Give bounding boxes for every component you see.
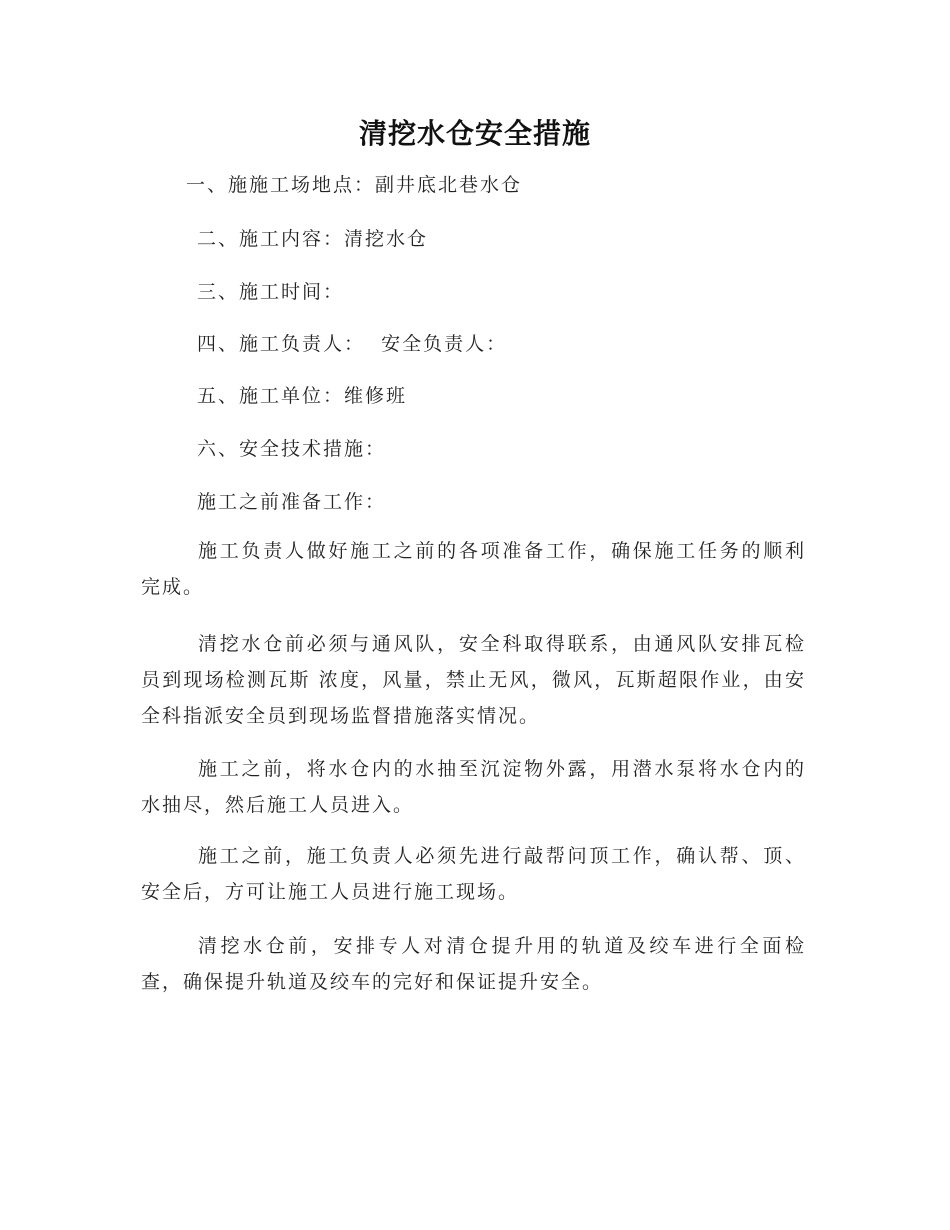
item-unit: 五、施工单位：维修班 [197, 385, 408, 407]
paragraph-1: 施工负责人做好施工之前的各项准备工作，确保施工任务的顺利完成。 [141, 540, 806, 598]
item-responsible: 四、施工负责人： 安全负责人： [197, 333, 508, 355]
item-site: 一、施施工场地点：副井底北巷水仓 [186, 174, 523, 196]
item-content: 二、施工内容：清挖水仓 [197, 228, 429, 250]
item-safety-measures: 六、安全技术措施： [197, 438, 387, 460]
item-preparation: 施工之前准备工作： [197, 491, 387, 513]
paragraph-2: 清挖水仓前必须与通风队，安全科取得联系，由通风队安排瓦检员到现场检测瓦斯 浓度，风量，禁止无风，微风，瓦斯超限作业，由安全科指派安全员到现场监督措施落实情况。 [141, 633, 806, 727]
paragraph-4: 施工之前，施工负责人必须先进行敲帮问顶工作，确认帮、顶、安全后，方可让施工人员进行施工现场。 [141, 845, 806, 903]
document-title: 清挖水仓安全措施 [358, 117, 591, 150]
item-time: 三、施工时间： [197, 281, 345, 303]
paragraph-3: 施工之前，将水仓内的水抽至沉淀物外露，用潜水泵将水仓内的水抽尽，然后施工人员进入。 [141, 758, 806, 816]
paragraph-5: 清挖水仓前，安排专人对清仓提升用的轨道及绞车进行全面检查，确保提升轨道及绞车的完好和保证提升安全。 [141, 935, 806, 993]
